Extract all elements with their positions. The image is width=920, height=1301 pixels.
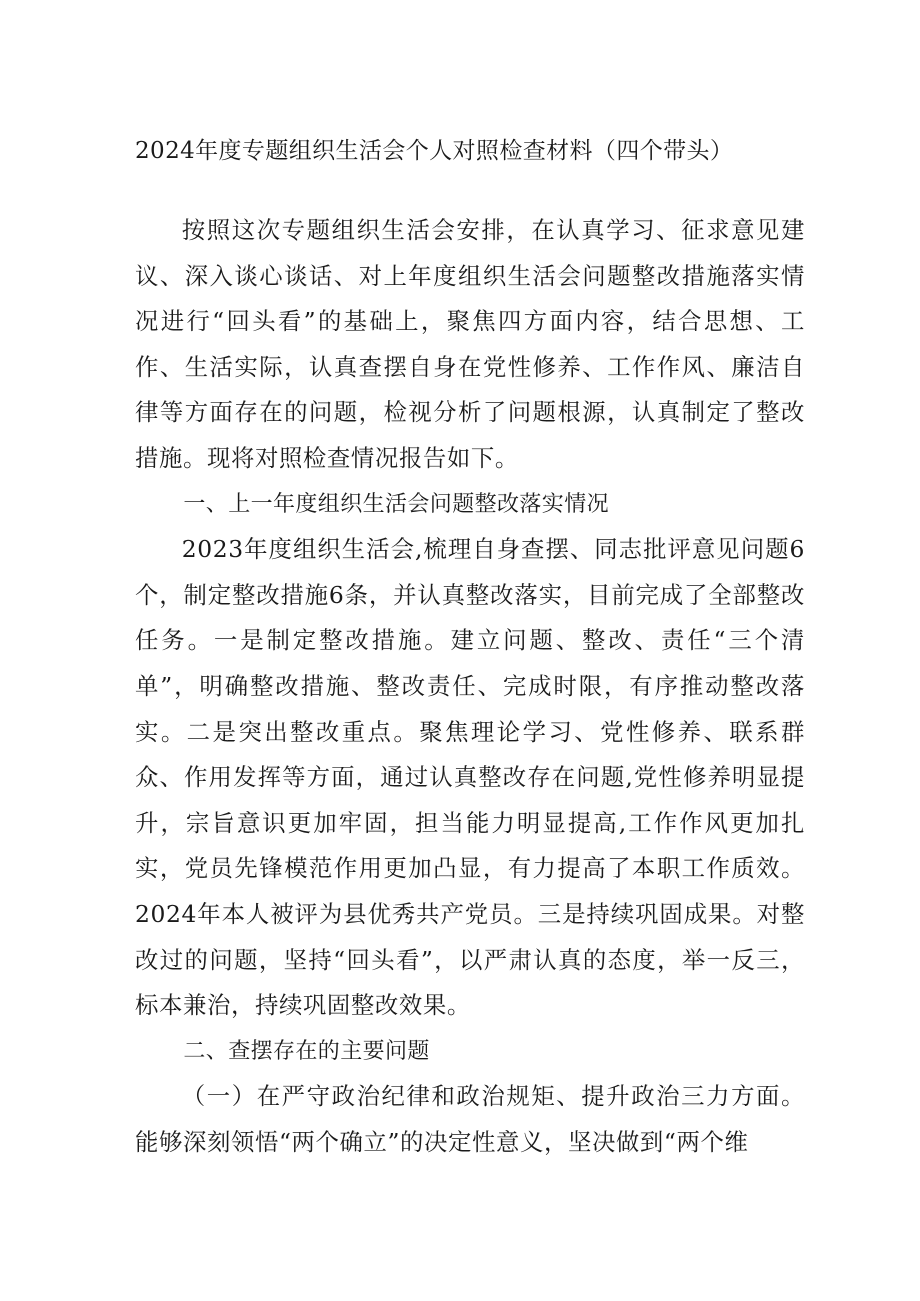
subsection-1-paragraph: （一）在严守政治纪律和政治规矩、提升政治三力方面。能够深刻领悟“两个确立”的决定性意义，坚决做到“两个维 [135, 1082, 805, 1156]
document-body [135, 208, 805, 1165]
document-title: 2024年度专题组织生活会个人对照检查材料（四个带头） [135, 138, 734, 164]
intro-paragraph: 按照这次专题组织生活会安排，在认真学习、征求意见建议、深入谈心谈话、对上年度组织生活会问题整改措施落实情况进行“回头看”的基础上，聚焦四方面内容，结合思想、工作、生活实际，认真查摆自身在党性修养、工作作风、廉洁自律等方面存在的问题，检视分析了问题根源，认真制定了整改措施。现将对照检查情况报告如下。 [135, 216, 805, 472]
section-heading-2: 二、查摆存在的主要问题 [183, 1038, 430, 1064]
section-1-paragraph: 2023年度组织生活会,梳理自身查摆、同志批评意见问题6个，制定整改措施6条，并认真整改落实，目前完成了全部整改任务。一是制定整改措施。建立问题、整改、责任“三个清单”，明确整改措施、整改责任、完成时限，有序推动整改落实。二是突出整改重点。聚焦理论学习、党性修养、联系群众、作用发挥等方面，通过认真整改存在问题,党性修养明显提升，宗旨意识更加牢固，担当能力明显提高,工作作风更加扎实，党员先锋模范作用更加凸显，有力提高了本职工作质效。2024年本人被评为县优秀共产党员。三是持续巩固成果。对整改过的问题，坚持“回头看”，以严肃认真的态度，举一反三，标本兼治，持续巩固整改效果。 [135, 535, 805, 1020]
section-heading-1: 一、上一年度组织生活会问题整改落实情况 [183, 491, 609, 517]
